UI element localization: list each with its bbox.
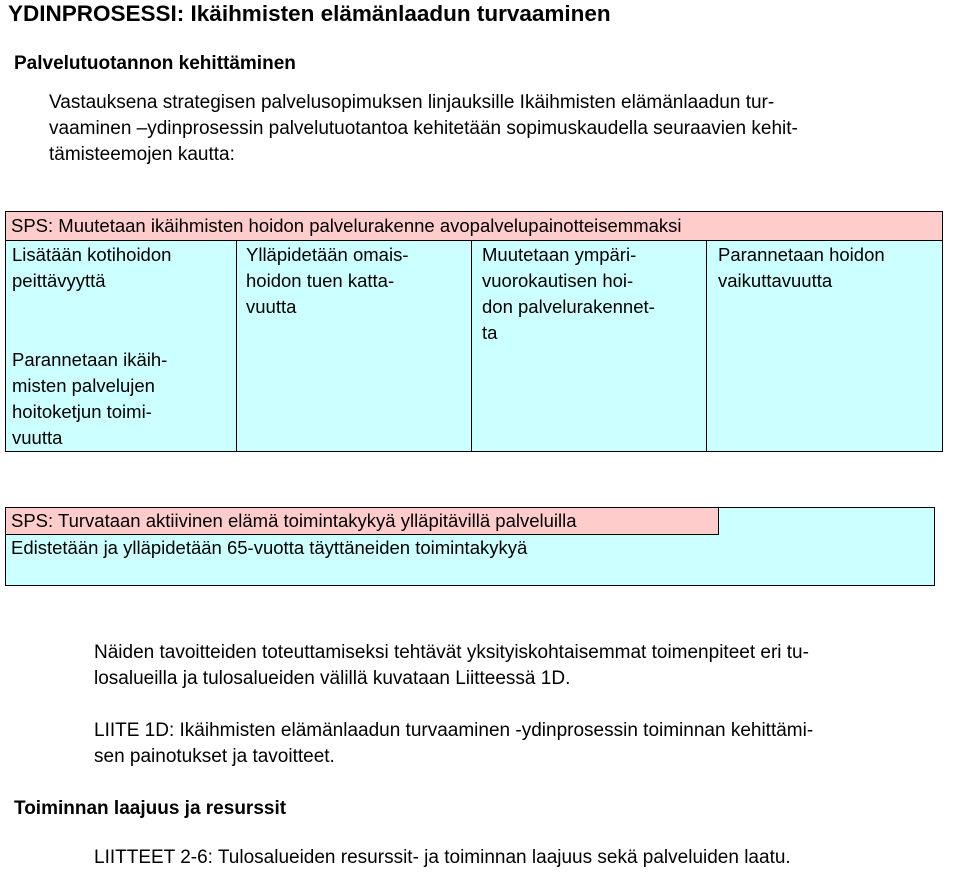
sps-heading: SPS: Muutetaan ikäihmisten hoidon palvelurakenne avopalvelupainotteisemmaksi xyxy=(6,212,942,241)
sps-box-toimintakyky xyxy=(5,507,935,586)
cell-line: Lisätään kotihoidon xyxy=(12,244,172,265)
paragraph-toimenpiteet xyxy=(94,640,809,692)
section-heading-palvelutuotanto: Palvelutuotannon kehittäminen xyxy=(14,53,296,74)
intro-paragraph xyxy=(49,90,929,168)
theme-cell-vaikuttavuus xyxy=(718,242,885,294)
paragraph-line: LIITE 1D: Ikäihmisten elämänlaadun turvaaminen -ydinprosessin toiminnan kehittämi- xyxy=(94,720,814,741)
theme-cell-kotihoito xyxy=(12,242,171,294)
cell-line: peittävyyttä xyxy=(12,270,106,291)
paragraph-line: sen painotukset ja tavoitteet. xyxy=(94,746,335,767)
cell-line: vuorokautisen hoi- xyxy=(482,270,634,291)
theme-cell-omaishoito xyxy=(246,242,408,320)
cell-line: Muutetaan ympäri- xyxy=(482,244,637,265)
paragraph-line: losalueilla ja tulosalueiden välillä kuvataan Liitteessä 1D. xyxy=(94,668,571,689)
cell-line: Parannetaan ikäih- xyxy=(12,349,168,370)
sps-heading: SPS: Turvataan aktiivinen elämä toimintakykyä ylläpitävillä palveluilla xyxy=(6,508,719,535)
paragraph-liite-1d xyxy=(94,718,813,770)
cell-divider xyxy=(236,240,237,451)
intro-line: vaaminen –ydinprosessin palvelutuotantoa kehitetään sopimuskaudella seuraavien kehit- xyxy=(49,118,798,139)
cell-line: vuutta xyxy=(12,427,63,448)
intro-line: Vastauksena strategisen palvelusopimuksen linjauksille Ikäihmisten elämänlaadun tur- xyxy=(49,92,775,113)
paragraph-line: Näiden tavoitteiden toteuttamiseksi tehtävät yksityiskohtaisemmat toimenpiteet eri tu- xyxy=(94,642,809,663)
cell-line: don palvelurakennet- xyxy=(482,296,655,317)
cell-line: vuutta xyxy=(246,296,297,317)
cell-line: Ylläpidetään omais- xyxy=(246,244,409,265)
cell-line: misten palvelujen xyxy=(12,375,155,396)
paragraph-liitteet: LIITTEET 2-6: Tulosalueiden resurssit- ja toiminnan laajuus sekä palveluiden laatu. xyxy=(94,847,791,868)
theme-cell-hoitoketju xyxy=(12,347,167,451)
cell-divider xyxy=(471,240,472,451)
cell-line: ta xyxy=(482,322,498,343)
cell-line: Parannetaan hoidon xyxy=(718,244,885,265)
cell-line: vaikuttavuutta xyxy=(718,270,833,291)
sps-box-palvelurakenne xyxy=(5,211,943,452)
cell-divider xyxy=(706,240,707,451)
theme-cell-ymparivuorokautinen xyxy=(482,242,655,346)
cell-line: hoidon tuen katta- xyxy=(246,270,395,291)
section-heading-resurssit: Toiminnan laajuus ja resurssit xyxy=(14,798,287,819)
page-title: YDINPROSESSI: Ikäihmisten elämänlaadun turvaaminen xyxy=(8,1,611,26)
cell-line: hoitoketjun toimi- xyxy=(12,401,152,422)
intro-line: tämisteemojen kautta: xyxy=(49,144,235,165)
sps-goal-text: Edistetään ja ylläpidetään 65-vuotta täyttäneiden toimintakykyä xyxy=(11,537,528,558)
